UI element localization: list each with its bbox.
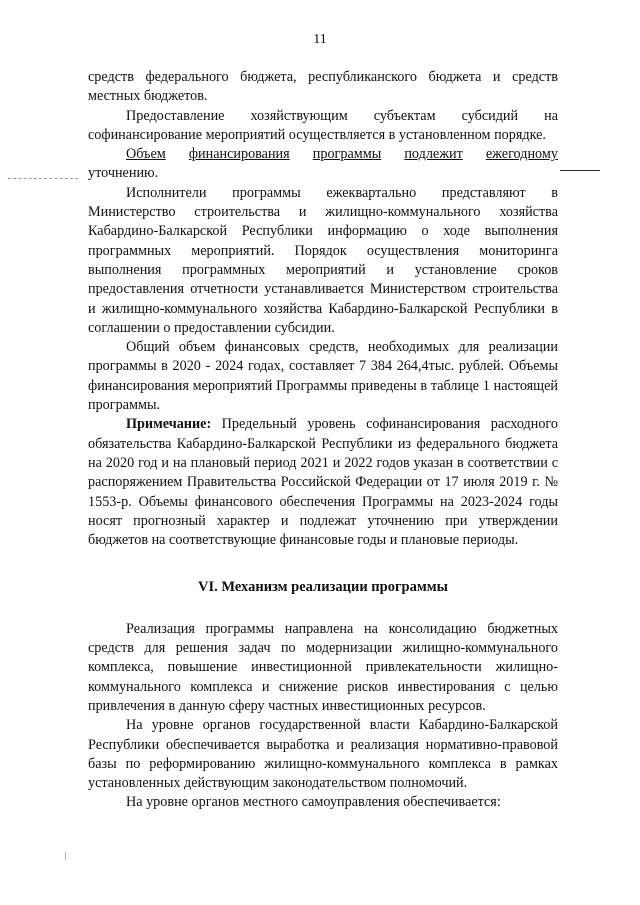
paragraph-6 <box>88 415 558 550</box>
p3-word-3: программы <box>312 146 382 163</box>
p3-word-5: ежегодному <box>485 146 558 163</box>
paragraph-4: Исполнители программы ежеквартально представляют в Министерство строительства и жилищно-коммунального хозяйства Кабардино-Балкарской Республики информацию о ходе выполнения программных мероприятий. Порядок осуществления мониторинга выполнения программных мероприятий и установление сроков предоставления отчетности устанавливается Министерством строительства и жилищно-коммунального хозяйства Кабардино-Балкарской Республики в соглашении о предоставлении субсидии. <box>88 184 558 336</box>
note-label: Примечание: <box>126 416 212 433</box>
paragraph-8: На уровне органов государственной власти Кабардино-Балкарской Республики обеспечивается выработка и реализация нормативно-правовой базы по реформированию жилищно-коммунального комплекса в рамках установленных действующим законодательством полномочий. <box>88 717 558 792</box>
paragraph-9: На уровне органов местного самоуправления обеспечивается: <box>126 794 501 811</box>
scan-artifact-dash <box>8 178 78 179</box>
p3-word-1: Объем <box>126 146 166 163</box>
paragraph-2: Предоставление хозяйствующим субъектам субсидий на софинансирование мероприятий осуществляется в установленном порядке. <box>88 107 558 143</box>
document-body <box>88 68 558 813</box>
scan-artifact-tick <box>65 852 66 860</box>
p3-word-2: финансирования <box>188 146 290 163</box>
note-text: Предельный уровень софинансирования расходного обязательства Кабардино-Балкарской Республики из федерального бюджета на 2020 год и на плановый период 2021 и 2022 годов указан в соответствии с распоряжением Правительства Российской Федерации от 17 июля 2019 г. № 1553-р. Объемы финансового обеспечения Программы на 2023-2024 годы носят прогнозный характер и подлежат уточнению при утверждении бюджетов на соответствующие финансовые годы и плановые периоды. <box>88 416 558 549</box>
page-number: 11 <box>313 32 327 47</box>
paragraph-3-line-2: уточнению. <box>88 165 159 182</box>
p3-word-4: подлежит <box>404 146 463 163</box>
paragraph-1: средств федерального бюджета, республиканского бюджета и средств местных бюджетов. <box>88 69 558 105</box>
paragraph-5: Общий объем финансовых средств, необходимых для реализации программы в 2020 - 2024 годах, составляет 7 384 264,4тыс. рублей. Объемы финансирования мероприятий Программы приведены в таблице 1 настоящей программы. <box>88 339 558 414</box>
section-heading: VI. Механизм реализации программы <box>198 579 448 596</box>
scan-artifact-line <box>560 170 600 171</box>
paragraph-3-line-1 <box>88 145 558 164</box>
paragraph-7: Реализация программы направлена на консолидацию бюджетных средств для решения задач по модернизации жилищно-коммунального комплекса, повышение инвестиционной привлекательности жилищно-коммунального комплекса и снижение рисков инвестирования с целью привлечения в данную сферу частных инвестиционных ресурсов. <box>88 620 558 714</box>
